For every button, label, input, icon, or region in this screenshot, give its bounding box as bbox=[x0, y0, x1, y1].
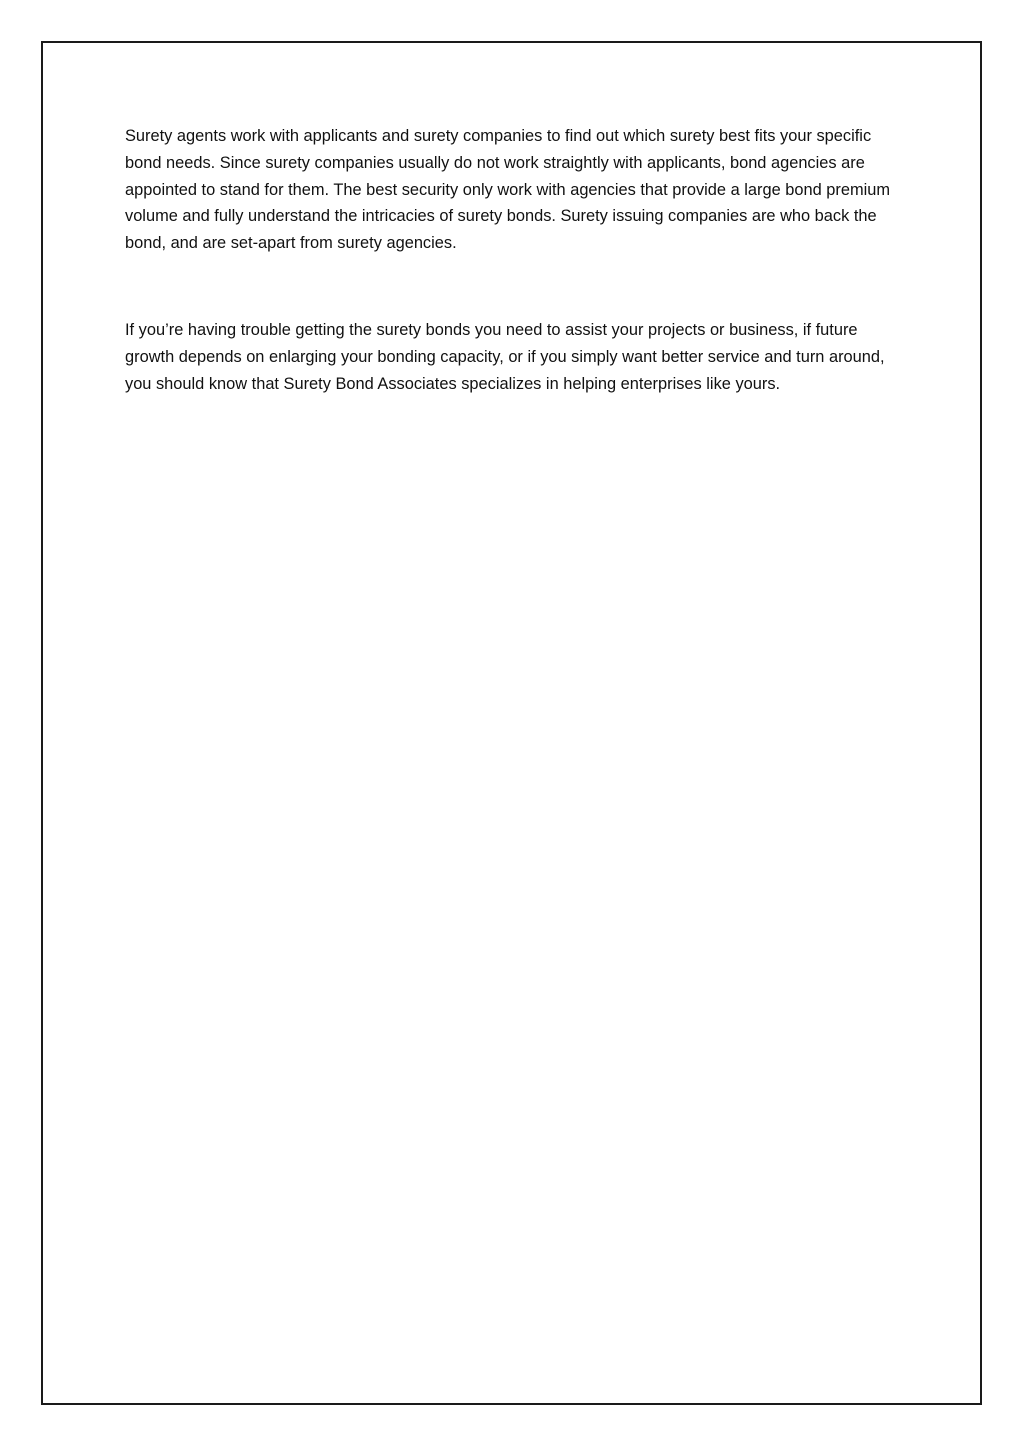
paragraph-surety-bond-associates: If you’re having trouble getting the surety bonds you need to assist your projects or business, if future growth depends on enlarging your bonding capacity, or if you simply want better service and turn around, you should know that Surety Bond Associates specializes in helping enterprises like yours. bbox=[125, 320, 885, 393]
document-body bbox=[125, 123, 900, 397]
page-frame bbox=[41, 41, 982, 1405]
paragraph-surety-agents: Surety agents work with applicants and surety companies to find out which surety best fits your specific bond needs. Since surety companies usually do not work straightly with applicants, bond agencies are appointed to stand for them. The best security only work with agencies that provide a large bond premium volume and fully understand the intricacies of surety bonds. Surety issuing companies are who back the bond, and are set-apart from surety agencies. bbox=[125, 127, 891, 253]
